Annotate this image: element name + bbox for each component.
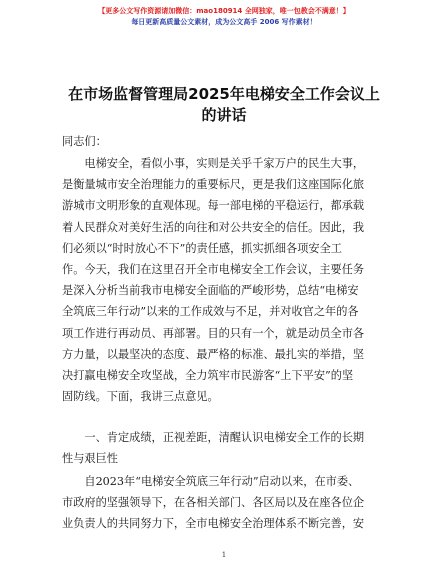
paragraph-3: [62, 471, 388, 535]
paragraph-line: 是衡量城市安全治理能力的重要标尺，更是我们这座国际化旅: [62, 178, 365, 192]
title-line-1: 在市场监督管理局2025年电梯安全工作会议上: [68, 85, 380, 103]
paragraph-line: 固防线。下面，我讲三点意见。: [62, 390, 219, 404]
salutation: [62, 131, 388, 152]
paragraph-line: 是深入分析当前我市电梯安全面临的严峻形势，总结“电梯安: [62, 284, 359, 298]
paragraph-line: 自2023年“电梯安全筑底三年行动”启动以来，在市委、: [62, 475, 360, 488]
paragraph-line: 业负责人的共同努力下，全市电梯安全治理体系不断完善，安: [62, 517, 365, 531]
salutation-text: 同志们：: [62, 135, 107, 148]
paragraph-line: 电梯安全，看似小事，实则是关乎千家万户的民生大事，: [62, 157, 365, 170]
page-number: 1: [221, 551, 227, 559]
section-heading-1: [62, 427, 388, 469]
document-title: [56, 84, 392, 126]
paragraph-line: 市政府的坚强领导下，在各相关部门、各区局以及在座各位企: [62, 496, 365, 510]
paragraph-line: 游城市文明形象的直观体现。每一部电梯的平稳运行，都承载: [62, 199, 365, 213]
header-promo-line-1: 【更多公文写作资源请加微信：mao180914 全网独家，唯一包教会不满意！】: [98, 7, 350, 15]
title-line-2: 的讲话: [201, 106, 247, 124]
paragraph-line: 项工作进行再动员、再部署。目的只有一个，就是动员全市各: [62, 326, 365, 340]
paragraph-line: 决打赢电梯安全攻坚战，全力筑牢市民游客“上下平安”的坚: [62, 368, 354, 382]
paragraph-1: [62, 153, 388, 407]
paragraph-line: 全筑底三年行动”以来的工作成效与不足，并对收官之年的各: [62, 305, 359, 319]
heading-line: 一、肯定成绩，正视差距，清醒认识电梯安全工作的长期: [62, 431, 365, 444]
heading-line: 性与艰巨性: [62, 452, 118, 466]
paragraph-line: 着人民群众对美好生活的向往和对公共安全的信任。因此，我: [62, 220, 365, 234]
paragraph-line: 们必须以“时时放心不下”的责任感，抓实抓细各项安全工: [62, 241, 342, 255]
paragraph-line: 方力量，以最坚决的态度、最严格的标准、最扎实的举措，坚: [62, 347, 365, 361]
paragraph-line: 作。今天，我们在这里召开全市电梯安全工作会议，主要任务: [62, 262, 365, 276]
header-promo-line-2: 每日更新高质量公文素材，成为公文高手 2006 写作素材！: [131, 18, 317, 26]
